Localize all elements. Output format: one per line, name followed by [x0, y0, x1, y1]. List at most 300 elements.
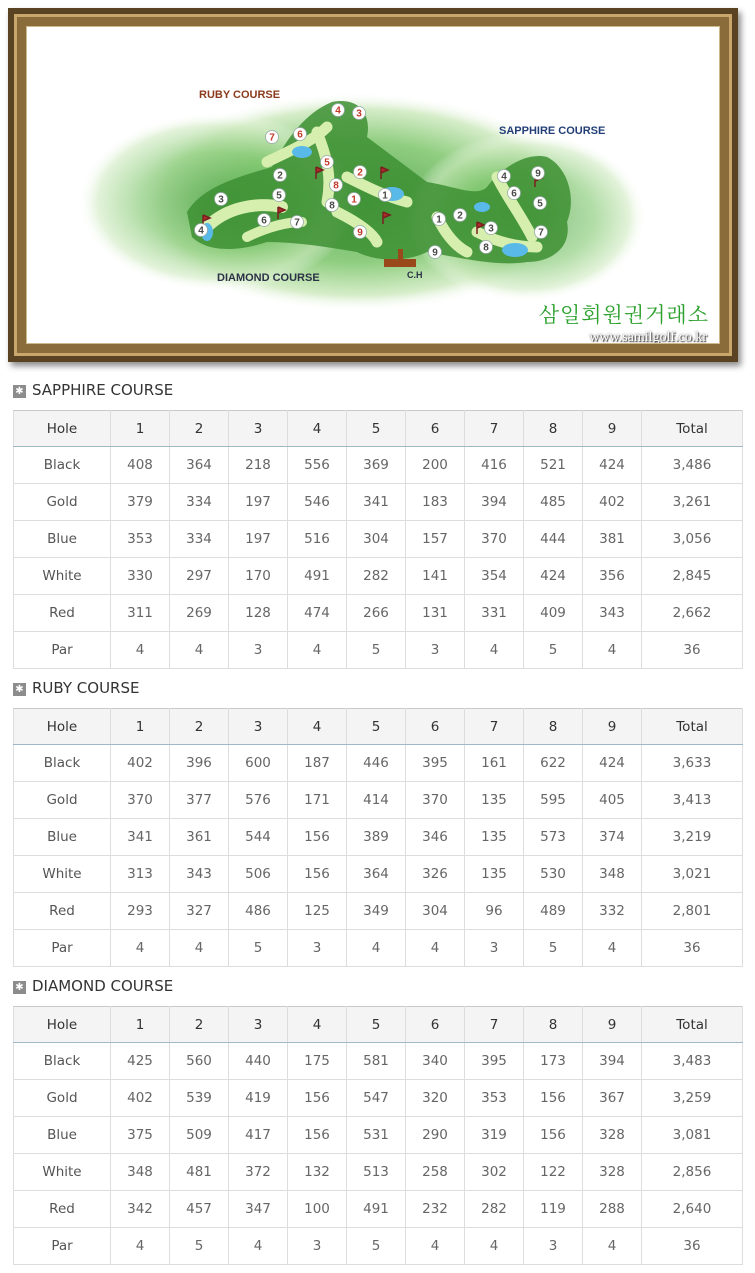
hole-value: 402 — [583, 484, 642, 521]
table-row — [14, 595, 743, 632]
ruby-hole-number: 8 — [333, 180, 339, 192]
hole-value: 444 — [524, 521, 583, 558]
hole-value: 3 — [229, 632, 288, 669]
hole-value: 4 — [229, 1228, 288, 1265]
row-label: Red — [14, 1191, 111, 1228]
hole-value: 326 — [406, 856, 465, 893]
hole-value: 132 — [288, 1154, 347, 1191]
hole-value: 334 — [170, 484, 229, 521]
sapphire-hole-number: 6 — [511, 188, 517, 200]
hole-value: 266 — [347, 595, 406, 632]
hole-value: 481 — [170, 1154, 229, 1191]
ruby-hole-number: 9 — [357, 227, 363, 239]
hole-value: 170 — [229, 558, 288, 595]
hole-value: 341 — [347, 484, 406, 521]
hole-value: 5 — [170, 1228, 229, 1265]
hole-value: 4 — [170, 632, 229, 669]
hole-value: 485 — [524, 484, 583, 521]
ruby-hole-number: 3 — [356, 108, 362, 120]
header-hole-number: 1 — [111, 709, 170, 745]
hole-value: 96 — [465, 893, 524, 930]
hole-value: 5 — [229, 930, 288, 967]
hole-value: 5 — [347, 632, 406, 669]
hole-value: 3 — [465, 930, 524, 967]
hole-value: 4 — [465, 632, 524, 669]
row-label: Black — [14, 745, 111, 782]
hole-value: 370 — [111, 782, 170, 819]
row-label: Blue — [14, 819, 111, 856]
table-row — [14, 521, 743, 558]
ruby-hole-number: 2 — [357, 167, 363, 179]
row-total: 3,483 — [642, 1043, 743, 1080]
row-total: 3,081 — [642, 1117, 743, 1154]
row-label: White — [14, 1154, 111, 1191]
table-row — [14, 1228, 743, 1265]
header-hole-number: 4 — [288, 411, 347, 447]
hole-value: 424 — [524, 558, 583, 595]
header-hole-number: 1 — [111, 1007, 170, 1043]
hole-value: 348 — [111, 1154, 170, 1191]
row-label: Gold — [14, 1080, 111, 1117]
header-total: Total — [642, 411, 743, 447]
table-row — [14, 893, 743, 930]
row-label: Par — [14, 632, 111, 669]
section-title-text: RUBY COURSE — [32, 679, 140, 697]
table-row — [14, 1154, 743, 1191]
hole-value: 389 — [347, 819, 406, 856]
row-label: White — [14, 856, 111, 893]
hole-value: 346 — [406, 819, 465, 856]
header-hole: Hole — [14, 709, 111, 745]
table-row — [14, 782, 743, 819]
row-total: 2,640 — [642, 1191, 743, 1228]
row-total: 3,259 — [642, 1080, 743, 1117]
hole-value: 330 — [111, 558, 170, 595]
hole-value: 379 — [111, 484, 170, 521]
hole-value: 131 — [406, 595, 465, 632]
hole-value: 119 — [524, 1191, 583, 1228]
sapphire-hole-marker — [485, 222, 498, 235]
hole-value: 122 — [524, 1154, 583, 1191]
row-total: 2,856 — [642, 1154, 743, 1191]
hole-value: 4 — [465, 1228, 524, 1265]
hole-value: 4 — [406, 930, 465, 967]
hole-value: 156 — [524, 1080, 583, 1117]
header-hole-number: 6 — [406, 411, 465, 447]
sapphire-hole-number: 8 — [483, 242, 489, 254]
hole-value: 491 — [288, 558, 347, 595]
header-hole-number: 9 — [583, 709, 642, 745]
header-hole-number: 4 — [288, 709, 347, 745]
hole-value: 377 — [170, 782, 229, 819]
hole-value: 340 — [406, 1043, 465, 1080]
header-hole-number: 3 — [229, 1007, 288, 1043]
hole-value: 125 — [288, 893, 347, 930]
sapphire-course-label: SAPPHIRE COURSE — [499, 125, 606, 137]
header-hole-number: 6 — [406, 709, 465, 745]
header-hole-number: 3 — [229, 411, 288, 447]
hole-value: 424 — [583, 447, 642, 484]
hole-value: 157 — [406, 521, 465, 558]
hole-value: 4 — [583, 632, 642, 669]
hole-value: 600 — [229, 745, 288, 782]
hole-value: 440 — [229, 1043, 288, 1080]
hole-value: 457 — [170, 1191, 229, 1228]
row-total: 3,633 — [642, 745, 743, 782]
hole-value: 156 — [288, 1117, 347, 1154]
hole-value: 343 — [170, 856, 229, 893]
hole-value: 409 — [524, 595, 583, 632]
hole-value: 197 — [229, 521, 288, 558]
hole-value: 175 — [288, 1043, 347, 1080]
hole-value: 622 — [524, 745, 583, 782]
diamond-hole-number: 7 — [294, 217, 300, 229]
diamond-hole-number: 3 — [218, 194, 224, 206]
header-total: Total — [642, 709, 743, 745]
row-label: Black — [14, 1043, 111, 1080]
header-hole-number: 8 — [524, 709, 583, 745]
hole-value: 425 — [111, 1043, 170, 1080]
header-hole-number: 1 — [111, 411, 170, 447]
header-hole-number: 6 — [406, 1007, 465, 1043]
row-total: 36 — [642, 930, 743, 967]
ruby-course-label: RUBY COURSE — [199, 89, 281, 101]
hole-value: 4 — [111, 930, 170, 967]
hole-value: 408 — [111, 447, 170, 484]
section-title-text: SAPPHIRE COURSE — [32, 381, 174, 399]
header-hole-number: 4 — [288, 1007, 347, 1043]
header-hole-number: 3 — [229, 709, 288, 745]
hole-value: 183 — [406, 484, 465, 521]
hole-value: 370 — [465, 521, 524, 558]
hole-value: 353 — [111, 521, 170, 558]
hole-value: 369 — [347, 447, 406, 484]
hole-value: 304 — [347, 521, 406, 558]
row-label: Black — [14, 447, 111, 484]
hole-value: 4 — [583, 930, 642, 967]
row-total: 2,662 — [642, 595, 743, 632]
hole-value: 334 — [170, 521, 229, 558]
hole-value: 3 — [288, 1228, 347, 1265]
header-total: Total — [642, 1007, 743, 1043]
row-label: Red — [14, 893, 111, 930]
header-hole-number: 2 — [170, 411, 229, 447]
table-header-row — [14, 1007, 743, 1043]
hole-value: 156 — [288, 819, 347, 856]
hole-value: 546 — [288, 484, 347, 521]
table-row — [14, 632, 743, 669]
hole-value: 4 — [583, 1228, 642, 1265]
header-hole-number: 5 — [347, 709, 406, 745]
hole-value: 396 — [170, 745, 229, 782]
hole-value: 293 — [111, 893, 170, 930]
hole-value: 197 — [229, 484, 288, 521]
hole-value: 332 — [583, 893, 642, 930]
row-label: Par — [14, 930, 111, 967]
diamond-hole-number: 4 — [198, 225, 204, 237]
sapphire-hole-marker — [532, 167, 545, 180]
header-hole-number: 7 — [465, 411, 524, 447]
sapphire-hole-number: 3 — [488, 223, 494, 235]
hole-value: 331 — [465, 595, 524, 632]
hole-value: 4 — [170, 930, 229, 967]
diamond-hole-number: 6 — [261, 215, 267, 227]
sapphire-hole-number: 5 — [537, 198, 543, 210]
row-total: 3,056 — [642, 521, 743, 558]
hole-value: 171 — [288, 782, 347, 819]
row-label: Blue — [14, 1117, 111, 1154]
table-row — [14, 484, 743, 521]
row-label: White — [14, 558, 111, 595]
header-hole-number: 2 — [170, 709, 229, 745]
diamond-hole-marker — [429, 246, 442, 259]
table-row — [14, 447, 743, 484]
hole-value: 5 — [524, 930, 583, 967]
hole-value: 516 — [288, 521, 347, 558]
table-row — [14, 856, 743, 893]
hole-value: 372 — [229, 1154, 288, 1191]
ruby-hole-marker — [266, 131, 279, 144]
course-map-frame — [8, 8, 738, 362]
row-total: 36 — [642, 632, 743, 669]
clubhouse-label: C.H — [407, 270, 423, 280]
hole-value: 374 — [583, 819, 642, 856]
hole-value: 302 — [465, 1154, 524, 1191]
hole-value: 531 — [347, 1117, 406, 1154]
diamond-hole-marker — [326, 199, 339, 212]
table-row — [14, 1080, 743, 1117]
hole-value: 417 — [229, 1117, 288, 1154]
section-title-sapphire — [13, 379, 173, 401]
header-hole-number: 7 — [465, 709, 524, 745]
ruby-hole-number: 4 — [335, 105, 341, 117]
ruby-hole-marker — [332, 104, 345, 117]
course-map — [26, 26, 720, 344]
header-hole-number: 9 — [583, 1007, 642, 1043]
hole-value: 424 — [583, 745, 642, 782]
hole-value: 135 — [465, 819, 524, 856]
header-hole-number: 7 — [465, 1007, 524, 1043]
diamond-hole-marker — [274, 169, 287, 182]
hole-value: 156 — [524, 1117, 583, 1154]
header-hole-number: 8 — [524, 1007, 583, 1043]
table-header-row — [14, 411, 743, 447]
hole-value: 394 — [465, 484, 524, 521]
hole-value: 4 — [111, 632, 170, 669]
ruby-hole-number: 1 — [351, 194, 357, 206]
hole-value: 141 — [406, 558, 465, 595]
hole-value: 595 — [524, 782, 583, 819]
hole-value: 290 — [406, 1117, 465, 1154]
hole-value: 353 — [465, 1080, 524, 1117]
sapphire-hole-marker — [508, 187, 521, 200]
hole-value: 320 — [406, 1080, 465, 1117]
hole-value: 100 — [288, 1191, 347, 1228]
sapphire-hole-marker — [454, 209, 467, 222]
hole-value: 405 — [583, 782, 642, 819]
hole-value: 506 — [229, 856, 288, 893]
table-header-row — [14, 709, 743, 745]
hole-value: 356 — [583, 558, 642, 595]
hole-value: 319 — [465, 1117, 524, 1154]
hole-value: 3 — [524, 1228, 583, 1265]
hole-value: 364 — [170, 447, 229, 484]
table-row — [14, 1117, 743, 1154]
hole-value: 173 — [524, 1043, 583, 1080]
header-hole: Hole — [14, 1007, 111, 1043]
sapphire-hole-number: 7 — [538, 227, 544, 239]
header-hole-number: 9 — [583, 411, 642, 447]
ruby-hole-marker — [348, 193, 361, 206]
brand-url: www.samilgolf.co.kr — [589, 330, 707, 344]
ruby-hole-number: 6 — [297, 129, 303, 141]
course-map-graphic — [27, 27, 720, 344]
diamond-hole-number: 9 — [432, 247, 438, 259]
hole-value: 187 — [288, 745, 347, 782]
hole-value: 414 — [347, 782, 406, 819]
sapphire-hole-marker — [480, 241, 493, 254]
hole-value: 419 — [229, 1080, 288, 1117]
hole-value: 282 — [347, 558, 406, 595]
hole-value: 5 — [524, 632, 583, 669]
hole-value: 341 — [111, 819, 170, 856]
hole-value: 486 — [229, 893, 288, 930]
table-row — [14, 1191, 743, 1228]
header-hole: Hole — [14, 411, 111, 447]
star-bullet-icon: ✱ — [13, 683, 26, 696]
hole-value: 491 — [347, 1191, 406, 1228]
hole-value: 348 — [583, 856, 642, 893]
hole-value: 156 — [288, 856, 347, 893]
hole-value: 513 — [347, 1154, 406, 1191]
row-total: 3,021 — [642, 856, 743, 893]
row-label: Gold — [14, 484, 111, 521]
row-total: 36 — [642, 1228, 743, 1265]
sapphire-hole-number: 9 — [535, 168, 541, 180]
hole-value: 547 — [347, 1080, 406, 1117]
hole-value: 269 — [170, 595, 229, 632]
scorecard-table-sapphire — [13, 410, 743, 669]
hole-value: 489 — [524, 893, 583, 930]
diamond-hole-marker — [291, 216, 304, 229]
hole-value: 370 — [406, 782, 465, 819]
hole-value: 539 — [170, 1080, 229, 1117]
table-row — [14, 745, 743, 782]
hole-value: 530 — [524, 856, 583, 893]
hole-value: 328 — [583, 1154, 642, 1191]
brand-name: 삼일회원권거래소 — [538, 303, 709, 327]
hole-value: 349 — [347, 893, 406, 930]
row-total: 2,845 — [642, 558, 743, 595]
hole-value: 156 — [288, 1080, 347, 1117]
hole-value: 509 — [170, 1117, 229, 1154]
section-title-diamond — [13, 975, 173, 997]
hole-value: 375 — [111, 1117, 170, 1154]
hole-value: 135 — [465, 782, 524, 819]
hole-value: 354 — [465, 558, 524, 595]
hole-value: 128 — [229, 595, 288, 632]
hole-value: 135 — [465, 856, 524, 893]
diamond-hole-marker — [195, 224, 208, 237]
sapphire-hole-number: 4 — [501, 171, 507, 183]
row-total: 2,801 — [642, 893, 743, 930]
hole-value: 576 — [229, 782, 288, 819]
hole-value: 4 — [406, 1228, 465, 1265]
hole-value: 161 — [465, 745, 524, 782]
sapphire-hole-marker — [534, 197, 547, 210]
hole-value: 200 — [406, 447, 465, 484]
hole-value: 3 — [406, 632, 465, 669]
hole-value: 556 — [288, 447, 347, 484]
table-row — [14, 930, 743, 967]
hole-value: 218 — [229, 447, 288, 484]
sapphire-hole-marker — [535, 226, 548, 239]
header-hole-number: 5 — [347, 411, 406, 447]
hole-value: 474 — [288, 595, 347, 632]
hole-value: 282 — [465, 1191, 524, 1228]
row-label: Blue — [14, 521, 111, 558]
star-bullet-icon: ✱ — [13, 385, 26, 398]
row-label: Red — [14, 595, 111, 632]
hole-value: 402 — [111, 1080, 170, 1117]
hole-value: 544 — [229, 819, 288, 856]
star-bullet-icon: ✱ — [13, 981, 26, 994]
row-total: 3,486 — [642, 447, 743, 484]
hole-value: 361 — [170, 819, 229, 856]
diamond-hole-number: 2 — [277, 170, 283, 182]
ruby-hole-marker — [354, 166, 367, 179]
hole-value: 402 — [111, 745, 170, 782]
row-total: 3,261 — [642, 484, 743, 521]
hole-value: 367 — [583, 1080, 642, 1117]
diamond-course-label: DIAMOND COURSE — [217, 272, 320, 284]
row-label: Par — [14, 1228, 111, 1265]
hole-value: 258 — [406, 1154, 465, 1191]
sapphire-hole-number: 1 — [382, 190, 388, 202]
diamond-hole-marker — [433, 213, 446, 226]
section-title-ruby — [13, 677, 139, 699]
hole-value: 416 — [465, 447, 524, 484]
header-hole-number: 8 — [524, 411, 583, 447]
hole-value: 232 — [406, 1191, 465, 1228]
hole-value: 573 — [524, 819, 583, 856]
hole-value: 4 — [347, 930, 406, 967]
hole-value: 313 — [111, 856, 170, 893]
section-title-text: DIAMOND COURSE — [32, 977, 174, 995]
diamond-hole-number: 5 — [276, 190, 282, 202]
row-label: Gold — [14, 782, 111, 819]
scorecard-table-diamond — [13, 1006, 743, 1265]
row-total: 3,413 — [642, 782, 743, 819]
ruby-hole-marker — [294, 128, 307, 141]
hole-value: 560 — [170, 1043, 229, 1080]
sapphire-hole-marker — [379, 189, 392, 202]
sapphire-hole-number: 2 — [457, 210, 463, 222]
hole-value: 327 — [170, 893, 229, 930]
hole-value: 288 — [583, 1191, 642, 1228]
row-total: 3,219 — [642, 819, 743, 856]
hole-value: 343 — [583, 595, 642, 632]
diamond-hole-number: 8 — [329, 200, 335, 212]
sapphire-hole-marker — [498, 170, 511, 183]
hole-value: 3 — [288, 930, 347, 967]
hole-value: 297 — [170, 558, 229, 595]
header-hole-number: 2 — [170, 1007, 229, 1043]
hole-value: 521 — [524, 447, 583, 484]
hole-value: 5 — [347, 1228, 406, 1265]
hole-value: 364 — [347, 856, 406, 893]
ruby-hole-number: 7 — [269, 132, 275, 144]
